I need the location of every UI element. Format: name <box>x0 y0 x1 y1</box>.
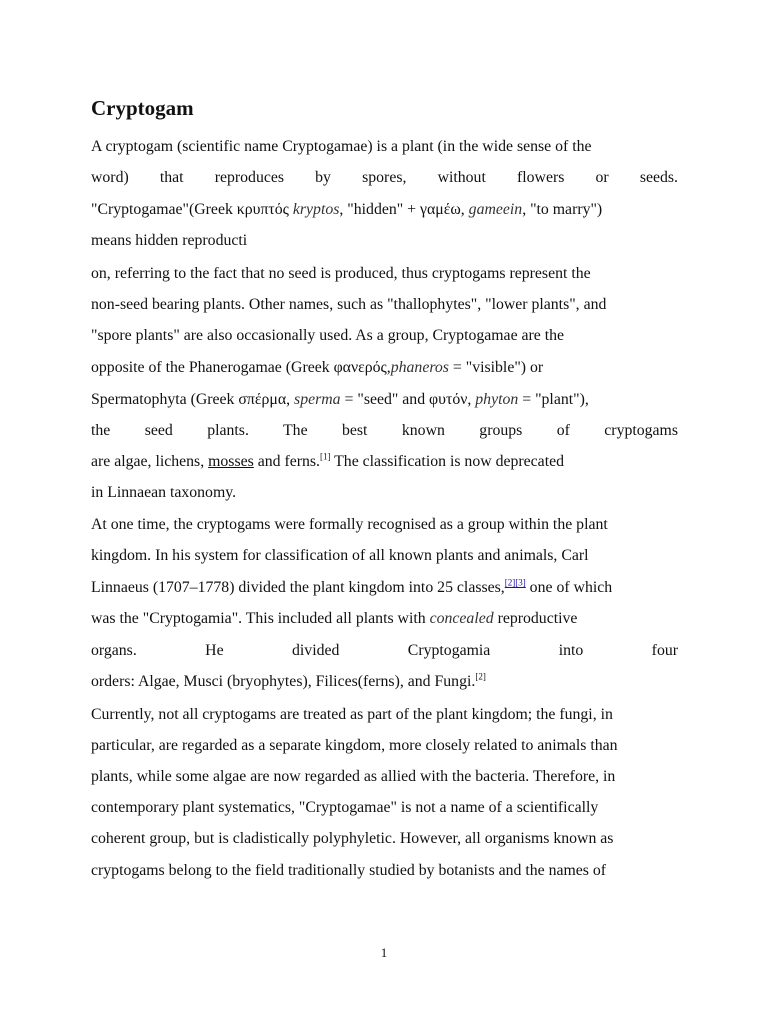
paragraph-1-line-3 <box>91 200 678 220</box>
italic-term: concealed <box>429 610 494 627</box>
text-run: coherent group, but is cladistically polyphyletic. However, all organisms known as <box>91 830 614 847</box>
paragraph-3-line-4 <box>91 609 678 629</box>
page-number: 1 <box>380 945 388 960</box>
text-run: "Cryptogamae"(Greek κρυπτός <box>91 201 293 218</box>
paragraph-3-line-1 <box>91 515 678 535</box>
italic-term: sperma <box>294 391 341 408</box>
text-run: on, referring to the fact that no seed is produced, thus cryptogams represent the <box>91 265 591 282</box>
text-run: plants, while some algae are now regarded as allied with the bacteria. Therefore, in <box>91 768 616 785</box>
text-run: contemporary plant systematics, "Cryptogamae" is not a name of a scientifically <box>91 799 599 816</box>
paragraph-3-line-3 <box>91 578 678 598</box>
text-run: the seed plants. The best known groups of cryptogams <box>91 422 678 439</box>
text-run: , "hidden" + γαμέω, <box>339 201 469 218</box>
paragraph-2-line-3 <box>91 326 678 346</box>
text-run: in Linnaean taxonomy. <box>91 484 237 501</box>
italic-term: phaneros <box>390 359 449 376</box>
citation-1[interactable]: [1] <box>319 451 331 462</box>
text-run: cryptogams belong to the field traditionally studied by botanists and the names of <box>91 862 607 879</box>
text-run: are algae, lichens, <box>91 453 209 470</box>
paragraph-4-line-6 <box>91 861 678 881</box>
paragraph-4-line-1 <box>91 705 678 725</box>
text-run: and ferns. <box>253 453 320 470</box>
paragraph-1-line-2 <box>91 168 678 188</box>
paragraph-4-line-5 <box>91 829 678 849</box>
text-run: "spore plants" are also occasionally used. As a group, Cryptogamae are the <box>91 327 565 344</box>
italic-term: phyton <box>475 391 519 408</box>
paragraph-1-line-1 <box>91 137 678 157</box>
paragraph-2-line-1 <box>91 264 678 284</box>
page-title: Cryptogam <box>91 96 194 120</box>
text-run: one of which <box>525 579 613 596</box>
text-run: Linnaeus (1707–1778) divided the plant kingdom into 25 classes, <box>91 579 505 596</box>
italic-term: gameein <box>468 201 523 218</box>
text-run: word) that reproduces by spores, without flowers or seeds. <box>91 169 678 186</box>
paragraph-2-line-4 <box>91 358 678 378</box>
mosses-link[interactable]: mosses <box>208 453 254 470</box>
text-run: reproductive <box>493 610 578 627</box>
text-run: = "plant"), <box>518 391 589 408</box>
text-run: Spermatophyta (Greek σπέρμα, <box>91 391 295 408</box>
text-run: kingdom. In his system for classification of all known plants and animals, Carl <box>91 547 589 564</box>
text-run: non-seed bearing plants. Other names, such as "thallophytes", "lower plants", and <box>91 296 607 313</box>
paragraph-2-line-5 <box>91 390 678 410</box>
paragraph-3-line-2 <box>91 546 678 566</box>
text-run: opposite of the Phanerogamae (Greek φανερός, <box>91 359 391 376</box>
text-run: At one time, the cryptogams were formally recognised as a group within the plant <box>91 516 608 533</box>
text-run: means hidden reproducti <box>91 232 248 249</box>
text-run: was the "Cryptogamia". This included all plants with <box>91 610 430 627</box>
citation-2-3[interactable]: [2][3] <box>504 577 526 588</box>
paragraph-1-line-4 <box>91 231 678 251</box>
text-run: orders: Algae, Musci (bryophytes), Filices(ferns), and Fungi. <box>91 673 476 690</box>
italic-term: kryptos <box>292 201 340 218</box>
text-run: , "to marry") <box>522 201 603 218</box>
paragraph-2-line-2 <box>91 295 678 315</box>
paragraph-3-line-5 <box>91 641 678 661</box>
text-run: Currently, not all cryptogams are treated as part of the plant kingdom; the fungi, in <box>91 706 613 723</box>
text-run: particular, are regarded as a separate kingdom, more closely related to animals than <box>91 737 618 754</box>
text-run: A cryptogam (scientific name Cryptogamae) is a plant (in the wide sense of the <box>91 138 592 155</box>
paragraph-3-line-6 <box>91 672 678 692</box>
paragraph-4-line-4 <box>91 798 678 818</box>
text-run: = "seed" and φυτόν, <box>340 391 476 408</box>
paragraph-2-line-7 <box>91 452 678 472</box>
text-run: = "visible") or <box>448 359 544 376</box>
paragraph-4-line-2 <box>91 736 678 756</box>
text-run: The classification is now deprecated <box>330 453 564 470</box>
paragraph-4-line-3 <box>91 767 678 787</box>
citation-2[interactable]: [2] <box>475 671 486 682</box>
text-run: organs. He divided Cryptogamia into four <box>91 642 678 659</box>
paragraph-2-line-8 <box>91 483 678 503</box>
paragraph-2-line-6 <box>91 421 678 441</box>
